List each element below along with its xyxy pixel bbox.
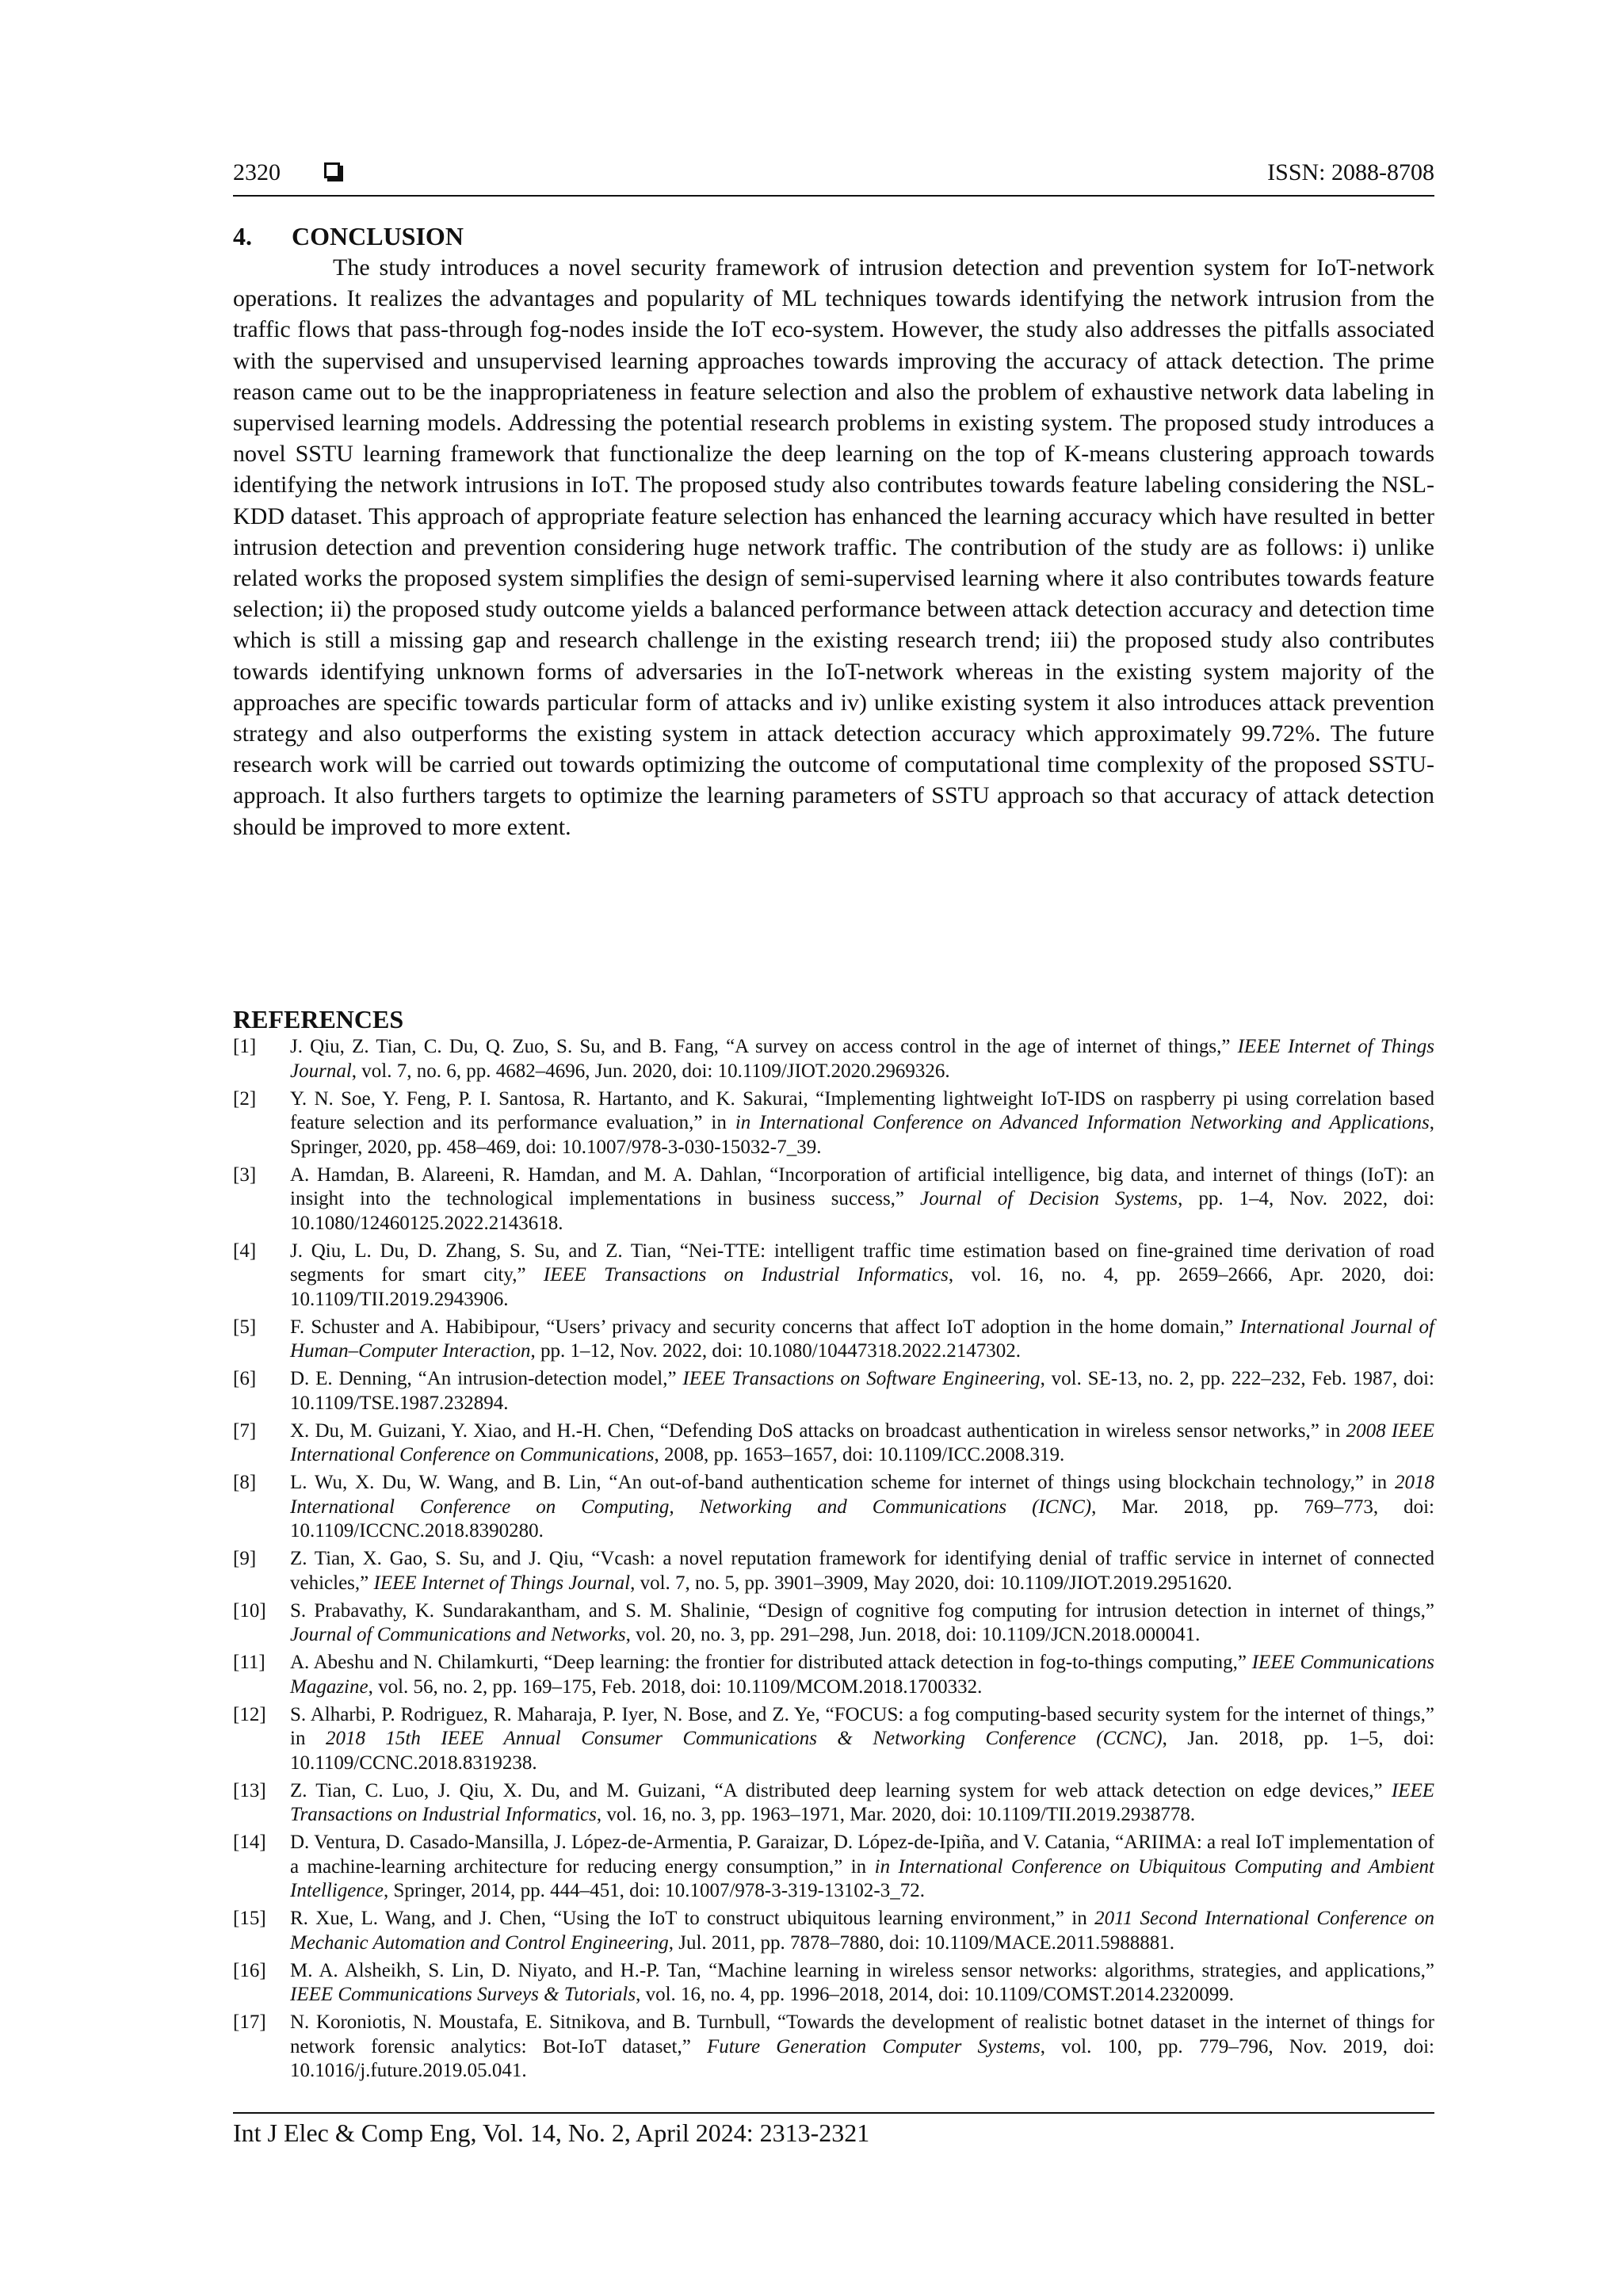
reference-text: Y. N. Soe, Y. Feng, P. I. Santosa, R. Hartanto, and K. Sakurai, “Implementing lightweight IoT-IDS on raspberry pi using correlation based feature selection and its performance evaluation,” in	[290, 1087, 1434, 1133]
section-number: 4.	[233, 222, 252, 250]
reference-text: Z. Tian, C. Luo, J. Qiu, X. Du, and M. Guizani, “A distributed deep learning system for web attack detection on edge devices,”	[290, 1779, 1392, 1801]
reference-item	[233, 1907, 1434, 1955]
reference-number: [2]	[233, 1087, 257, 1110]
reference-text: F. Schuster and A. Habibipour, “Users’ privacy and security concerns that affect IoT adoption in the home domain,”	[290, 1316, 1240, 1338]
reference-details: , Springer, 2014, pp. 444–451, doi: 10.1007/978-3-319-13102-3_72.	[384, 1880, 925, 1901]
reference-venue: IEEE Internet of Things Journal	[373, 1572, 631, 1594]
reference-venue: IEEE Transactions on Industrial Informatics	[290, 1779, 1434, 1825]
header-divider	[233, 195, 1434, 197]
reference-venue: 2008 IEEE International Conference on Communications	[290, 1419, 1434, 1465]
reference-number: [17]	[233, 2011, 266, 2033]
reference-item	[233, 1703, 1434, 1776]
reference-text: A. Abeshu and N. Chilamkurti, “Deep learning: the frontier for distributed attack detection in fog-to-things computing,”	[290, 1652, 1252, 1673]
reference-venue: IEEE Internet of Things Journal	[290, 1036, 1434, 1082]
reference-item	[233, 1316, 1434, 1364]
reference-details: , vol. SE-13, no. 2, pp. 222–232, Feb. 1987, doi: 10.1109/TSE.1987.232894.	[290, 1368, 1434, 1414]
references-heading: REFERENCES	[233, 1005, 404, 1033]
reference-number: [16]	[233, 1959, 266, 1981]
reference-details: , pp. 1–4, Nov. 2022, doi: 10.1080/12460125.2022.2143618.	[290, 1188, 1435, 1234]
reference-details: , vol. 100, pp. 779–796, Nov. 2019, doi: 10.1016/j.future.2019.05.041.	[290, 2035, 1434, 2081]
reference-venue: 2018 International Conference on Computing, Networking and Communications (ICNC)	[290, 1472, 1434, 1518]
reference-details: , vol. 7, no. 5, pp. 3901–3909, May 2020, doi: 10.1109/JIOT.2019.2951620.	[630, 1572, 1232, 1594]
reference-text: S. Alharbi, P. Rodriguez, R. Maharaja, P. Iyer, N. Bose, and Z. Ye, “FOCUS: a fog computing-based security system for the internet of things,” in	[290, 1703, 1434, 1749]
reference-item	[233, 1087, 1434, 1160]
reference-text: D. E. Denning, “An intrusion-detection model,”	[290, 1368, 683, 1389]
reference-details: , vol. 16, no. 3, pp. 1963–1971, Mar. 2020, doi: 10.1109/TII.2019.2938778.	[596, 1804, 1196, 1825]
reference-venue: Journal of Decision Systems	[920, 1188, 1178, 1209]
reference-number: [6]	[233, 1368, 257, 1389]
reference-text: S. Prabavathy, K. Sundarakantham, and S. M. Shalinie, “Design of cognitive fog computing for intrusion detection in internet of things,”	[290, 1599, 1434, 1622]
footer-divider	[233, 2112, 1434, 2114]
reference-details: , vol. 20, no. 3, pp. 291–298, Jun. 2018, doi: 10.1109/JCN.2018.000041.	[625, 1624, 1201, 1645]
reference-number: [7]	[233, 1419, 257, 1442]
reference-details: , pp. 1–12, Nov. 2022, doi: 10.1080/10447318.2022.2147302.	[530, 1340, 1021, 1362]
reference-venue: in International Conference on Ubiquitous Computing and Ambient Intelligence	[290, 1855, 1434, 1901]
reference-details: , Jul. 2011, pp. 7878–7880, doi: 10.1109/MACE.2011.5988881.	[668, 1931, 1174, 1954]
section-heading	[233, 220, 464, 252]
reference-details: , vol. 16, no. 4, pp. 2659–2666, Apr. 2020, doi: 10.1109/TII.2019.2943906.	[290, 1264, 1434, 1310]
reference-details: , Springer, 2020, pp. 458–469, doi: 10.1007/978-3-030-15032-7_39.	[290, 1112, 1434, 1158]
reference-number: [3]	[233, 1163, 257, 1186]
reference-item	[233, 1651, 1434, 1699]
reference-item	[233, 1831, 1434, 1904]
reference-venue: Journal of Communications and Networks	[290, 1624, 626, 1645]
reference-text: X. Du, M. Guizani, Y. Xiao, and H.-H. Chen, “Defending DoS attacks on broadcast authentication in wireless sensor networks,” in	[290, 1419, 1346, 1442]
section-title: CONCLUSION	[292, 222, 464, 250]
reference-text: L. Wu, X. Du, W. Wang, and B. Lin, “An out-of-band authentication scheme for internet of things using blockchain technology,” in	[290, 1472, 1395, 1493]
reference-details: , vol. 56, no. 2, pp. 169–175, Feb. 2018, doi: 10.1109/MCOM.2018.1700332.	[368, 1675, 983, 1698]
reference-item	[233, 1471, 1434, 1544]
reference-venue: IEEE Transactions on Software Engineering	[682, 1368, 1041, 1389]
reference-number: [9]	[233, 1548, 257, 1569]
reference-item	[233, 1547, 1434, 1595]
reference-details: , vol. 16, no. 4, pp. 1996–2018, 2014, doi: 10.1109/COMST.2014.2320099.	[636, 1984, 1234, 2005]
reference-venue: 2011 Second International Conference on Mechanic Automation and Control Engineering	[290, 1908, 1434, 1954]
reference-item	[233, 1779, 1434, 1828]
reference-details: , Mar. 2018, pp. 769–773, doi: 10.1109/ICCNC.2018.8390280.	[290, 1496, 1434, 1541]
reference-venue: Future Generation Computer Systems	[707, 2035, 1041, 2057]
reference-text: M. A. Alsheikh, S. Lin, D. Niyato, and H.-P. Tan, “Machine learning in wireless sensor networks: algorithms, strategies, and applications,”	[290, 1959, 1434, 1981]
reference-item	[233, 1959, 1434, 2008]
reference-venue: 2018 15th IEEE Annual Consumer Communications & Networking Conference (CCNC)	[325, 1728, 1163, 1749]
issn-label: ISSN: 2088-8708	[1267, 159, 1434, 185]
reference-item	[233, 2011, 1434, 2084]
conclusion-paragraph: The study introduces a novel security framework of intrusion detection and prevention system for IoT-network operations. It realizes the advantages and popularity of ML techniques towards identifying the network intrusion from the traffic flows that pass-through fog-nodes inside the IoT eco-system. However, the study also addresses the pitfalls associated with the supervised and unsupervised learning approaches towards improving the accuracy of attack detection. The prime reason came out to be the inappropriateness in feature selection and also the problem of exhaustive network data labeling in supervised learning models. Addressing the potential research problems in existing system. The proposed study introduces a novel SSTU learning framework that functionalize the deep learning on the top of K-means clustering approach towards identifying the network intrusions in IoT. The proposed study also contributes towards feature labeling considering the NSL-KDD dataset. This approach of appropriate feature selection has enhanced the learning accuracy which have resulted in better intrusion detection and prevention considering huge network traffic. The contribution of the study are as follows: i) unlike related works the proposed system simplifies the design of semi-supervised learning where it also contributes towards feature selection; ii) the proposed study outcome yields a balanced performance between attack detection accuracy and detection time which is still a missing gap and research challenge in the existing research trend; iii) the proposed study also contributes towards identifying unknown forms of adversaries in the IoT-network whereas in the existing system majority of the approaches are specific towards particular form of attacks and iv) unlike existing system it also introduces attack prevention strategy and also outperforms the existing system in attack detection accuracy which approximately 99.72%. The future research work will be carried out towards optimizing the outcome of computational time complexity of the proposed SSTU-approach. It also furthers targets to optimize the learning parameters of SSTU approach so that accuracy of attack detection should be improved to more extent.	[233, 254, 1434, 840]
reference-item	[233, 1163, 1434, 1236]
reference-text: J. Qiu, Z. Tian, C. Du, Q. Zuo, S. Su, and B. Fang, “A survey on access control in the age of internet of things,”	[290, 1036, 1238, 1057]
reference-item	[233, 1367, 1434, 1415]
reference-number: [13]	[233, 1779, 266, 1801]
reference-number: [10]	[233, 1599, 266, 1622]
reference-venue: International Journal of Human–Computer Interaction	[290, 1316, 1435, 1362]
reference-number: [1]	[233, 1036, 257, 1057]
reference-text: D. Ventura, D. Casado-Mansilla, J. López-de-Armentia, P. Garaizar, D. López-de-Ipiña, and V. Catania, “ARIIMA: a real IoT implementation of a machine-learning architecture for reducing energy consumption,” in	[290, 1832, 1434, 1878]
square-bullet-icon	[324, 162, 340, 178]
reference-item	[233, 1419, 1434, 1468]
reference-text: J. Qiu, L. Du, D. Zhang, S. Su, and Z. Tian, “Nei-TTE: intelligent traffic time estimation based on fine-grained time derivation of road segments for smart city,”	[290, 1240, 1434, 1286]
page-number: 2320	[233, 159, 281, 185]
reference-text: R. Xue, L. Wang, and J. Chen, “Using the IoT to construct ubiquitous learning environment,” in	[290, 1908, 1095, 1929]
reference-item	[233, 1240, 1434, 1312]
reference-text: Z. Tian, X. Gao, S. Su, and J. Qiu, “Vcash: a novel reputation framework for identifying denial of traffic service in internet of connected vehicles,”	[290, 1548, 1434, 1594]
reference-number: [11]	[233, 1652, 265, 1673]
reference-item	[233, 1035, 1434, 1083]
reference-number: [15]	[233, 1908, 266, 1929]
reference-list	[233, 1035, 1434, 2087]
reference-venue: IEEE Transactions on Industrial Informatics	[543, 1264, 949, 1286]
reference-number: [12]	[233, 1703, 266, 1725]
reference-details: , Jan. 2018, pp. 1–5, doi: 10.1109/CCNC.2018.8319238.	[290, 1728, 1435, 1774]
reference-text: A. Hamdan, B. Alareeni, R. Hamdan, and M. A. Dahlan, “Incorporation of artificial intelligence, big data, and internet of things (IoT): an insight into the technological implementations in business success,”	[290, 1163, 1434, 1209]
reference-item	[233, 1599, 1434, 1648]
reference-venue: IEEE Communications Surveys & Tutorials	[290, 1984, 636, 2005]
page-header	[233, 155, 1434, 190]
reference-text: N. Koroniotis, N. Moustafa, E. Sitnikova, and B. Turnbull, “Towards the development of realistic botnet dataset in the internet of things for network forensic analytics: Bot-IoT dataset,”	[290, 2011, 1434, 2057]
reference-details: , vol. 7, no. 6, pp. 4682–4696, Jun. 2020, doi: 10.1109/JIOT.2020.2969326.	[351, 1060, 950, 1082]
reference-number: [5]	[233, 1316, 257, 1338]
reference-details: , 2008, pp. 1653–1657, doi: 10.1109/ICC.2008.319.	[654, 1444, 1065, 1465]
reference-venue: in International Conference on Advanced Information Networking and Applications	[735, 1112, 1430, 1133]
reference-number: [4]	[233, 1240, 257, 1262]
reference-number: [14]	[233, 1832, 266, 1853]
reference-venue: IEEE Communications Magazine	[290, 1652, 1434, 1698]
page-footer: Int J Elec & Comp Eng, Vol. 14, No. 2, April 2024: 2313-2321	[233, 2118, 870, 2147]
reference-number: [8]	[233, 1472, 257, 1493]
